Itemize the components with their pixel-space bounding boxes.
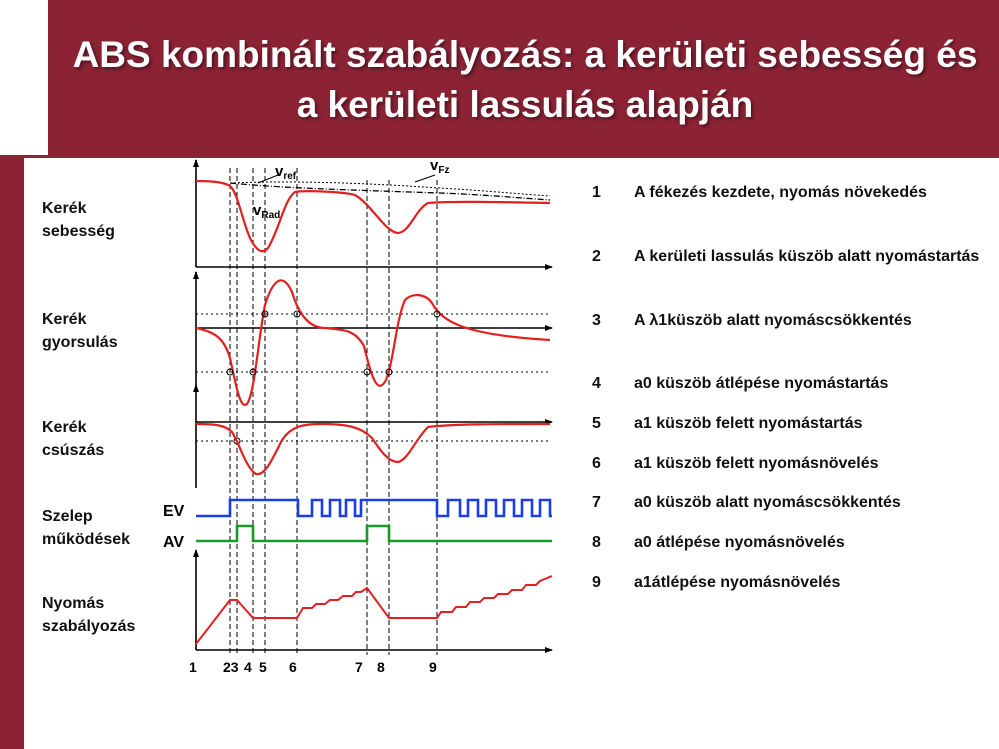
label-wheel-slip: Kerék csúszás — [42, 419, 105, 459]
phase-list-number: 5 — [592, 415, 601, 432]
label-wheel-speed: Kerék sebesség — [42, 200, 115, 240]
pressure-curve — [196, 576, 552, 644]
phase-list-number: 7 — [592, 494, 601, 511]
phase-list-number: 3 — [592, 312, 601, 329]
phase-number: 23 — [223, 659, 239, 675]
ev-label: EV — [163, 503, 185, 520]
phase-list-number: 9 — [592, 574, 601, 591]
vfz-leader-line — [415, 175, 435, 182]
label-pressure-control: Nyomás szabályozás — [42, 595, 136, 635]
phase-number: 5 — [259, 659, 267, 675]
phase-list-text: a1 küszöb felett nyomástartás — [634, 415, 863, 432]
phase-number-row — [189, 659, 437, 675]
vfz-label: $v_{Fz}$ — [430, 157, 450, 176]
phase-list-number: 6 — [592, 455, 601, 472]
label-valve-operation: Szelep működések — [42, 508, 131, 548]
phase-number: 1 — [189, 659, 197, 675]
phase-number: 6 — [289, 659, 297, 675]
phase-list-text: a0 küszöb átlépése nyomástartás — [634, 375, 889, 392]
phase-list-text: a0 küszöb alatt nyomáscsökkentés — [634, 494, 901, 511]
phase-list-text: a1átlépése nyomásnövelés — [634, 574, 841, 591]
vref-label: $v_{ref}$ — [275, 163, 297, 182]
phase-list-text: A λ1küszöb alatt nyomáscsökkentés — [634, 312, 912, 329]
phase-list-number: 1 — [592, 184, 601, 201]
wheel-speed-curve — [196, 181, 550, 251]
phase-number: 4 — [244, 659, 252, 675]
phase-markers — [230, 168, 437, 655]
phase-list-number: 2 — [592, 248, 601, 265]
wheel-slip-curve — [196, 424, 550, 474]
phase-list-text: a1 küszöb felett nyomásnövelés — [634, 455, 879, 472]
vrad-label: $v_{Rad}$ — [253, 202, 281, 221]
phase-number: 8 — [377, 659, 385, 675]
phase-number: 9 — [429, 659, 437, 675]
phase-list-number: 8 — [592, 534, 601, 551]
av-label: AV — [163, 534, 185, 551]
axes — [196, 160, 552, 650]
phase-list-text: A fékezés kezdete, nyomás növekedés — [634, 184, 927, 201]
ev-valve-signal — [196, 500, 552, 516]
phase-number: 7 — [355, 659, 363, 675]
av-valve-signal — [196, 526, 552, 541]
wheel-acceleration-curve — [196, 280, 550, 405]
phase-list-number: 4 — [592, 375, 601, 392]
label-wheel-acceleration: Kerék gyorsulás — [42, 311, 118, 351]
slide-title: ABS kombinált szabályozás: a kerületi sebesség és a kerületi lassulás alapján — [72, 34, 978, 125]
vfz-curve — [230, 182, 550, 196]
phase-list-text: A kerületi lassulás küszöb alatt nyomástartás — [634, 248, 980, 265]
vref-curve — [230, 183, 550, 200]
phase-list-text: a0 átlépése nyomásnövelés — [634, 534, 845, 551]
